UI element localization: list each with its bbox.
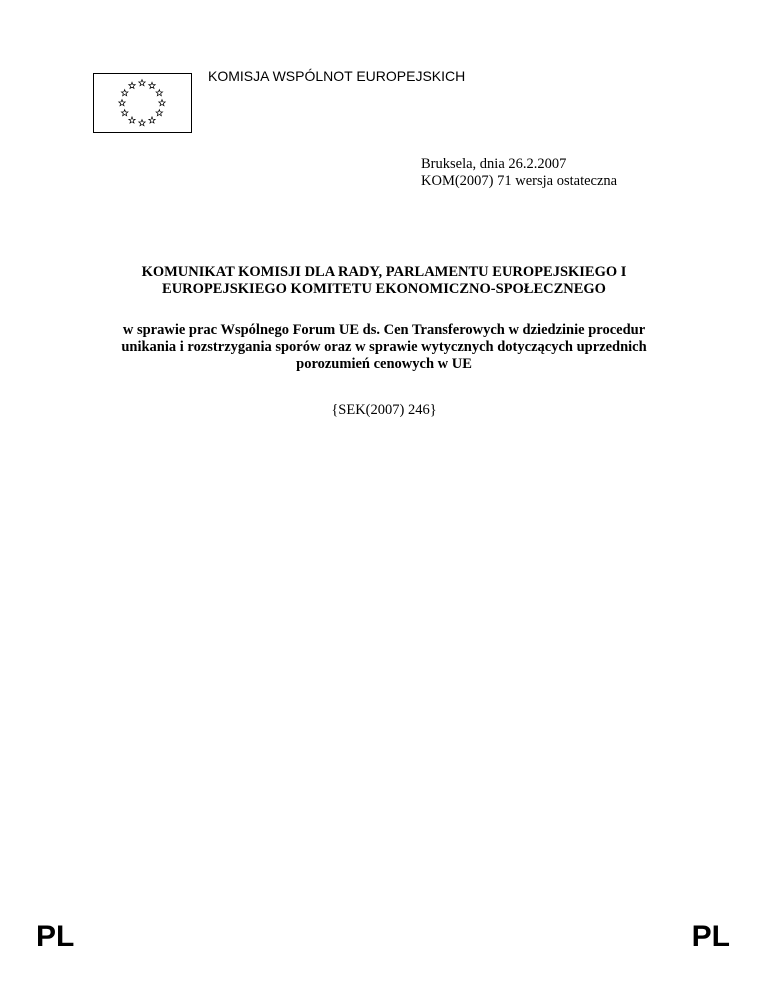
place-date: Bruksela, dnia 26.2.2007 <box>421 156 567 172</box>
star-icon <box>156 90 162 96</box>
document-number: KOM(2007) 71 wersja ostateczna <box>421 173 618 189</box>
star-icon <box>139 120 145 126</box>
star-icon <box>121 90 127 96</box>
subject-line-3: porozumień cenowych w UE <box>296 356 472 372</box>
document-subject <box>60 322 708 373</box>
star-icon <box>149 82 155 88</box>
star-icon <box>149 117 155 123</box>
eu-stars-circle <box>94 74 191 132</box>
title-line-1: KOMUNIKAT KOMISJI DLA RADY, PARLAMENTU EUROPEJSKIEGO I <box>141 264 627 280</box>
document-title <box>70 264 698 298</box>
subject-line-1: w sprawie prac Wspólnego Forum UE ds. Cen Transferowych w dziedzinie procedur <box>122 322 646 338</box>
star-icon <box>121 110 127 116</box>
star-icon <box>156 110 162 116</box>
organization-name: KOMISJA WSPÓLNOT EUROPEJSKICH <box>208 68 466 84</box>
star-icon <box>159 100 165 106</box>
star-icon <box>119 100 125 106</box>
title-line-2: EUROPEJSKIEGO KOMITETU EKONOMICZNO-SPOŁECZNEGO <box>162 281 606 297</box>
document-meta <box>421 156 617 190</box>
subject-line-2: unikania i rozstrzygania sporów oraz w sprawie wytycznych dotyczących uprzednich <box>121 339 647 355</box>
language-code-right: PL <box>691 920 730 953</box>
star-icon <box>129 117 135 123</box>
star-icon <box>139 80 145 86</box>
document-reference: {SEK(2007) 246} <box>331 402 437 418</box>
eu-flag-icon <box>93 73 192 133</box>
star-icon <box>129 82 135 88</box>
language-code-left: PL <box>36 920 75 953</box>
